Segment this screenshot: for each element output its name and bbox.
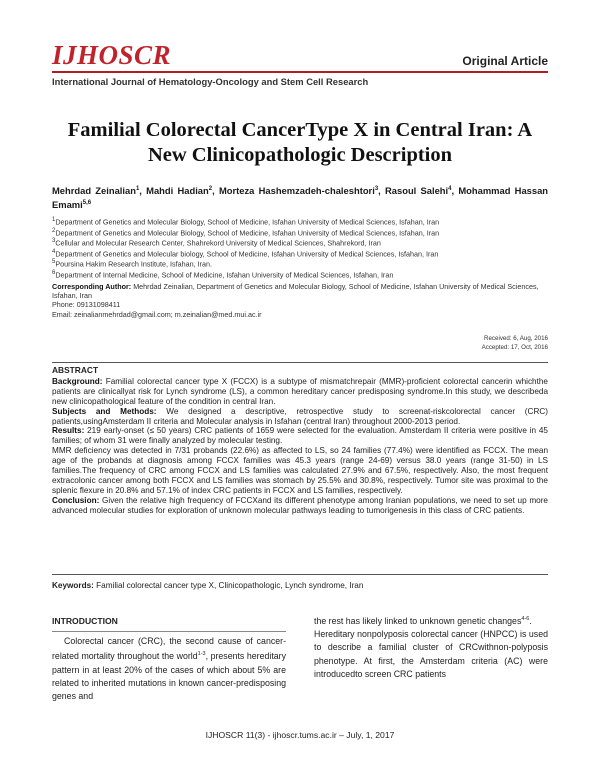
journal-name: International Journal of Hematology-Oncology and Stem Cell Research (52, 76, 369, 87)
correspondence-text: Mehrdad Zeinalian, Department of Genetics and Molecular Biology, School of Medicine, Isfahan University of Medical Sciences, Isfahan, Iran (52, 282, 539, 301)
abstract-methods: Subjects and Methods: We designed a descriptive, retrospective study to screenat-riskcolorectal cancer (CRC) patients,usingAmsterdam II criteria and Molecular analysis in Isfahan (central Iran) throughout 2000-2013 period. (52, 406, 548, 426)
correspondence-block (52, 282, 548, 319)
abstract-heading: ABSTRACT (52, 365, 99, 375)
title-line-1: Familial Colorectal CancerType X in Central Iran: A (67, 119, 533, 141)
affiliation-list (52, 216, 439, 280)
correspondence-label: Corresponding Author: (52, 282, 132, 291)
abstract-top-rule (52, 362, 548, 363)
section-rule (52, 631, 286, 632)
abstract-results-cont: MMR deficiency was detected in 7/31 probands (22.6%) as affected to LS, so 24 families (77.4%) were identified as FCCX. The mean age of the probands at diagnosis among FCCX families was 45.3 years (range 24-69) versus 38.0 years (range 31-50) in LS families.The frequency of CRC among FCCX and LS families was calculated 27.9% and 67.5%, respectively. Also, the most frequent extracolonic cancer among both FCCX and LS families was stomach by 25.5% and 30.8%, respectively. Tumor site was proximal to the splenic flexure in 20.8% and 57.1% of index CRC patients in FCCX and LS families, respectively. (52, 446, 548, 495)
title-line-2: New Clinicopathologic Description (147, 144, 453, 166)
affiliation: $^4$Department of Genetics and Molecular biology, School of Medicine, Isfahan University of Medical Sciences, Isfahan, Iran (52, 248, 439, 259)
received-date: Received: 6, Aug, 2016 (484, 335, 548, 342)
intro-paragraph: Colorectal cancer (CRC), the second cause of cancer-related mortality throughout the world$^{1-3}$, presents hereditary pattern in at least 20% of the cases of which about 5% are related to inherited mutations in known cancer-predisposing genes and (52, 636, 286, 701)
introduction-heading: INTRODUCTION (52, 616, 118, 626)
abstract-conclusion: Conclusion: Given the relative high frequency of FCCXand its different phenotype among Iranian populations, we need to set up more advanced molecular studies for exploration of unknown molecular pathways leading to tumorigenesis in this class of CRC patients. (52, 495, 548, 515)
author: Morteza Hashemzadeh-chaleshtori$^3$ (218, 185, 379, 197)
author: Mahdi Hadian$^2$ (146, 185, 213, 197)
journal-logo: IJHOSCR (52, 40, 172, 70)
abstract-bottom-rule (52, 574, 548, 575)
hnpcc-paragraph: Hereditary nonpolyposis colorectal cancer (HNPCC) is used to describe a familial cluster of CRCwithnon-polyposis phenotype. At first, the Amsterdam criteria (AC) were introducedto screen CRC patients (314, 629, 548, 679)
affiliation: $^1$Department of Genetics and Molecular Biology, School of Medicine, Isfahan University of Medical Sciences, Isfahan, Iran (52, 217, 440, 227)
intro-paragraph-cont: the rest has likely linked to unknown genetic changes$^{4-6}$. (314, 615, 532, 626)
body-column-right (314, 613, 548, 681)
affiliation: $^5$Poursina Hakim Research Institute, Isfahan, Iran. (52, 259, 212, 269)
author: Mehrdad Zeinalian$^1$ (52, 185, 140, 197)
accepted-date: Accepted: 17, Oct, 2016 (481, 343, 548, 351)
article-dates (482, 335, 548, 352)
keywords-line (52, 581, 548, 590)
header-rule (52, 71, 548, 73)
author: Mohammad Hassan Emami$^{5,6}$ (52, 185, 549, 211)
body-column-left (52, 615, 286, 703)
affiliation: $^6$Department of Internal Medicine, School of Medicine, Isfahan University of Medical Sciences, Isfahan, Iran (52, 269, 394, 280)
abstract-results: Results: 219 early-onset (≤ 50 years) CRC patients of 1659 were selected for the evaluation. Amsterdam II criteria were positive in 45 families; of whom 31 were finally analyzed by molecular testing. (52, 426, 548, 446)
author-list: Mehrdad Zeinalian$^1$, Mahdi Hadian$^2$, Morteza Hashemzadeh-chaleshtori$^3$, Rasoul Salehi$^4$, Mohammad Hassan Emami$^{5,6}$ (52, 185, 549, 211)
article-type-label: Original Article (462, 54, 548, 68)
paper-title (52, 118, 548, 168)
correspondence-email[interactable]: Email: zeinalianmehrdad@gmail.com; m.zeinalian@med.mui.ac.ir (52, 309, 262, 319)
page-footer: IJHOSCR 11(3) - ijhoscr.tums.ac.ir – July, 1, 2017 (205, 730, 395, 740)
abstract-background: Background: Familial colorectal cancer type X (FCCX) is a subtype of mismatchrepair (MMR)-proficient colorectal cancerin whichthe patients are clinicallyat risk for Lynch syndrome (LS), a common hereditary cancer predisposing syndrome.In this study, we describeda new clinicopathological feature of the condition in central Iran. (52, 376, 548, 406)
affiliation: $^2$Department of Genetics and Molecular Biology, School of Medicine, Isfahan University of Medical Sciences, Isfahan, Iran (52, 227, 440, 237)
correspondence-phone: Phone: 09131098411 (52, 300, 121, 310)
affiliation: $^3$Cellular and Molecular Research Center, Shahrekord University of Medical Sciences, Shahrekord, Iran (52, 238, 381, 248)
author: Rasoul Salehi$^4$ (385, 185, 452, 197)
abstract-section (52, 366, 548, 516)
keywords-label: Keywords: (52, 581, 94, 590)
keywords-text: Familial colorectal cancer type X, Clinicopathologic, Lynch syndrome, Iran (96, 581, 364, 590)
